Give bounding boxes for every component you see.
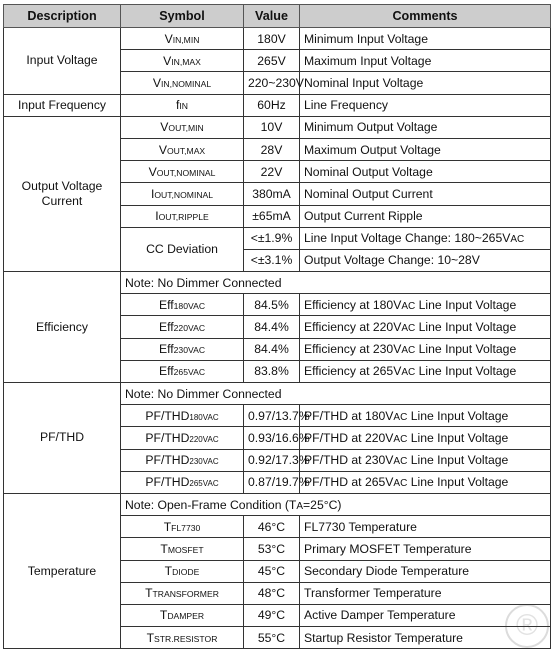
value-cell: 60Hz [244,94,300,116]
value-cell: 0.87/19.7% [244,471,300,493]
value-cell: 83.8% [244,360,300,382]
comment-cell: PF/THD at 180VAC Line Input Voltage [300,405,551,427]
symbol-cell: TMOSFET [121,538,244,560]
symbol-cell: TTRANSFORMER [121,582,244,604]
group-temperature: Temperature [4,493,121,648]
symbol-cell: PF/THD230VAC [121,449,244,471]
value-cell: 10V [244,116,300,138]
value-cell: 84.5% [244,294,300,316]
symbol-cell: VOUT,MIN [121,116,244,138]
comment-cell: Maximum Output Voltage [300,138,551,160]
value-cell: 22V [244,161,300,183]
comment-cell: Efficiency at 265VAC Line Input Voltage [300,360,551,382]
symbol-cell: Eff230VAC [121,338,244,360]
value-cell: 180V [244,28,300,50]
value-cell: 0.97/13.7% [244,405,300,427]
symbol-cell: Eff265VAC [121,360,244,382]
value-cell: <±1.9% [244,227,300,249]
value-cell: 84.4% [244,316,300,338]
comment-cell: Nominal Input Voltage [300,72,551,94]
comment-cell: Active Damper Temperature [300,604,551,626]
value-cell: 265V [244,50,300,72]
comment-cell: Transformer Temperature [300,582,551,604]
comment-cell: Efficiency at 220VAC Line Input Voltage [300,316,551,338]
comment-cell: Minimum Output Voltage [300,116,551,138]
symbol-cell: PF/THD180VAC [121,405,244,427]
value-cell: 380mA [244,183,300,205]
group-input-voltage: Input Voltage [4,28,121,95]
note-cell: Note: Open-Frame Condition (TA=25°C) [121,493,551,515]
symbol-cell: TSTR.RESISTOR [121,627,244,649]
header-symbol: Symbol [121,5,244,28]
group-efficiency: Efficiency [4,272,121,383]
comment-cell: Nominal Output Current [300,183,551,205]
value-cell: 0.92/17.3% [244,449,300,471]
header-comments: Comments [300,5,551,28]
symbol-cell: Eff220VAC [121,316,244,338]
symbol-cell: TDIODE [121,560,244,582]
symbol-cell: Eff180VAC [121,294,244,316]
comment-cell: Line Input Voltage Change: 180~265VAC [300,227,551,249]
table-row [4,493,551,515]
value-cell: 0.93/16.6% [244,427,300,449]
symbol-cell: VOUT,MAX [121,138,244,160]
symbol-cell: IOUT,RIPPLE [121,205,244,227]
symbol-cell: VIN,MAX [121,50,244,72]
symbol-cell: VOUT,NOMINAL [121,161,244,183]
table-row [4,94,551,116]
header-row [4,5,551,28]
value-cell: 84.4% [244,338,300,360]
value-cell: 46°C [244,516,300,538]
group-pf-thd: PF/THD [4,383,121,494]
table-row [4,383,551,405]
comment-cell: Efficiency at 230VAC Line Input Voltage [300,338,551,360]
symbol-cell: TFL7730 [121,516,244,538]
comment-cell: FL7730 Temperature [300,516,551,538]
symbol-cc-deviation: CC Deviation [121,227,244,271]
specifications-table [3,4,551,649]
group-input-frequency: Input Frequency [4,94,121,116]
comment-cell: Output Voltage Change: 10~28V [300,249,551,271]
value-cell: 55°C [244,627,300,649]
symbol-cell: PF/THD220VAC [121,427,244,449]
symbol-cell: VIN,NOMINAL [121,72,244,94]
header-value: Value [244,5,300,28]
registered-mark-watermark: ® [505,604,549,648]
value-cell: 48°C [244,582,300,604]
value-cell: <±3.1% [244,249,300,271]
value-cell: 28V [244,138,300,160]
comment-cell: Primary MOSFET Temperature [300,538,551,560]
note-cell: Note: No Dimmer Connected [121,383,551,405]
comment-cell: Minimum Input Voltage [300,28,551,50]
comment-cell: Output Current Ripple [300,205,551,227]
value-cell: 220~230V [244,72,300,94]
value-cell: 45°C [244,560,300,582]
comment-cell: Startup Resistor Temperature [300,627,551,649]
value-cell: ±65mA [244,205,300,227]
note-cell: Note: No Dimmer Connected [121,272,551,294]
symbol-cell: TDAMPER [121,604,244,626]
symbol-cell: VIN,MIN [121,28,244,50]
group-output-voltage-current: Output Voltage Current [4,116,121,271]
table-row [4,28,551,50]
value-cell: 49°C [244,604,300,626]
comment-cell: PF/THD at 230VAC Line Input Voltage [300,449,551,471]
header-description: Description [4,5,121,28]
comment-cell: Line Frequency [300,94,551,116]
table-row [4,116,551,138]
comment-cell: Secondary Diode Temperature [300,560,551,582]
comment-cell: Maximum Input Voltage [300,50,551,72]
comment-cell: PF/THD at 265VAC Line Input Voltage [300,471,551,493]
comment-cell: PF/THD at 220VAC Line Input Voltage [300,427,551,449]
symbol-cell: PF/THD265VAC [121,471,244,493]
table-row [4,272,551,294]
symbol-cell: fIN [121,94,244,116]
comment-cell: Efficiency at 180VAC Line Input Voltage [300,294,551,316]
symbol-cell: IOUT,NOMINAL [121,183,244,205]
comment-cell: Nominal Output Voltage [300,161,551,183]
value-cell: 53°C [244,538,300,560]
